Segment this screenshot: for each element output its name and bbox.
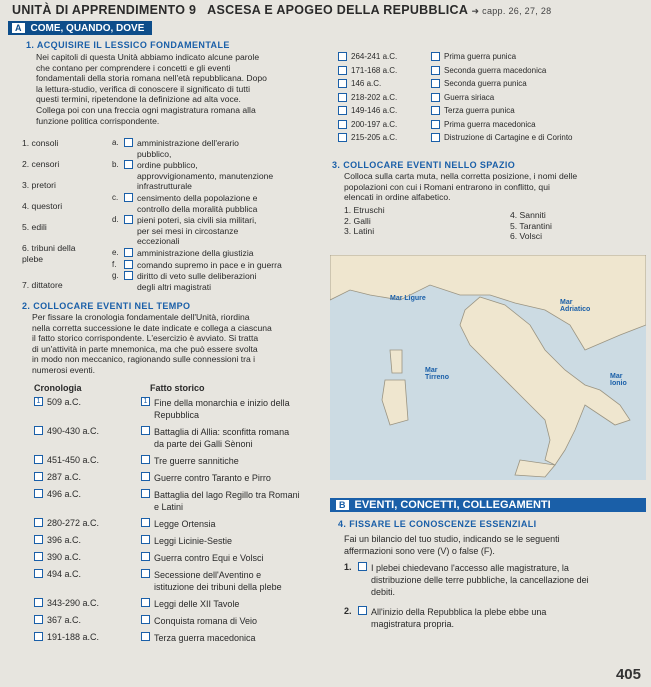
intro-line: il fatto storico corrispondente. L'esercizio è avviato. Si tratta [32, 333, 259, 344]
section-b-banner [330, 498, 646, 512]
tf-text [371, 606, 546, 630]
fact-line: Conquista romana di Veio [154, 616, 258, 626]
chapters-ref: ➜ capp. 26, 27, 28 [471, 6, 552, 16]
war-event: Seconda guerra punica [444, 79, 527, 88]
tf-line: All'inizio della Repubblica la plebe ebbe una [371, 607, 547, 617]
fact-line: Battaglia di Allia: sconfitta romana [154, 427, 290, 437]
checkbox[interactable] [338, 52, 347, 61]
checkbox[interactable] [34, 535, 43, 544]
fact-line: da parte dei Galli Sènoni [154, 439, 253, 449]
magistratura-term: 1. consoli [22, 138, 59, 148]
intro-line: elencati in ordine alfabetico. [344, 192, 451, 203]
col-facts-header: Fatto storico [150, 383, 205, 393]
checkbox[interactable] [358, 606, 367, 615]
fact-line: istituzione dei tribuni della plebe [154, 582, 282, 592]
chronology-row [34, 455, 239, 467]
ex3-title: 3. COLLOCARE EVENTI NELLO SPAZIO [332, 160, 516, 170]
checkbox[interactable] [431, 106, 440, 115]
function-letter: f. [112, 259, 117, 269]
intro-line: popolazioni con cui i Romani entrarono in conflitto, qui [344, 181, 550, 192]
chronology-fact [154, 426, 289, 450]
intro-line: Collega poi con una freccia ogni magistratura romana alla [36, 104, 256, 115]
intro-line: numerosi eventi. [32, 364, 96, 375]
function-text [137, 160, 273, 192]
function-letter: b. [112, 160, 119, 170]
checkbox[interactable] [141, 598, 150, 607]
ex2-intro [32, 312, 330, 376]
war-date: 200-197 a.C. [351, 119, 398, 129]
war-event: Guerra siriaca [444, 92, 495, 102]
war-row [338, 133, 573, 142]
chronology-fact [154, 535, 232, 547]
magistratura-term: 4. questori [22, 201, 63, 211]
function-letter: a. [112, 138, 119, 147]
intro-line: Per fissare la cronologia fondamentale dell'Unità, riordina [32, 312, 250, 322]
checkbox[interactable] [124, 138, 133, 147]
section-b-title: EVENTI, CONCETTI, COLLEGAMENTI [354, 499, 551, 511]
function-line: diritto di veto sulle deliberazioni [137, 271, 257, 282]
war-row [338, 52, 516, 61]
war-event: Prima guerra macedonica [444, 119, 536, 129]
checkbox[interactable] [141, 632, 150, 641]
checkbox[interactable] [34, 632, 43, 641]
checkbox[interactable] [34, 472, 43, 481]
checkbox[interactable] [124, 193, 133, 202]
function-line: amministrazione dell'erario [137, 138, 239, 148]
tf-line: debiti. [371, 587, 396, 597]
chronology-fact [154, 598, 239, 610]
intro-line: di un'attività in parte mnemonica, ma che può essere svolta [32, 343, 258, 354]
chronology-row [34, 615, 257, 627]
tf-text [371, 562, 589, 598]
fact-line: Secessione dell'Aventino e [154, 570, 262, 580]
war-row [338, 120, 536, 129]
people-item: 3. Latini [344, 226, 375, 237]
checkbox[interactable] [431, 66, 440, 75]
function-line: approvvigionamento, manutenzione [137, 170, 274, 181]
function-letter: e. [112, 248, 119, 257]
people-item: 1. Etruschi [344, 205, 385, 215]
chronology-row [34, 426, 289, 450]
chronology-row [34, 489, 300, 513]
function-line: degli altri magistrati [137, 281, 212, 292]
checkbox[interactable] [141, 426, 150, 435]
page-number: 405 [615, 666, 641, 683]
fact-line: Terza guerra macedonica [154, 633, 256, 643]
function-text [137, 260, 282, 271]
checkbox[interactable] [141, 472, 150, 481]
checkbox[interactable] [338, 66, 347, 75]
chronology-row [34, 569, 282, 593]
magistratura-term: 2. censori [22, 159, 60, 169]
function-item [112, 160, 273, 192]
section-a-banner [8, 21, 152, 35]
chronology-row [34, 552, 264, 564]
checkbox[interactable] [141, 455, 150, 464]
intro-line: funzione politica corrispondente. [36, 115, 160, 126]
function-text [137, 215, 256, 247]
checkbox[interactable] [431, 52, 440, 61]
checkbox[interactable] [338, 106, 347, 115]
war-event: Prima guerra punica [444, 52, 517, 61]
function-line: infrastrutturale [137, 181, 192, 192]
war-date: 149-146 a.C. [351, 106, 398, 115]
magistratura-term: 6. tribuni della plebe [22, 243, 76, 264]
function-text [137, 193, 257, 214]
col-dates-header: Cronologia [34, 383, 82, 393]
tf-number: 2. [344, 606, 352, 616]
chronology-fact [154, 489, 300, 513]
checkbox[interactable] [141, 552, 150, 561]
war-date: 264-241 a.C. [351, 52, 398, 61]
fact-line: Leggi Licinie-Sestie [154, 536, 233, 546]
fact-line: Battaglia del lago Regillo tra Romani [154, 490, 300, 500]
ex4-title: 4. FISSARE LE CONOSCENZE ESSENZIALI [338, 519, 537, 529]
function-line: controllo della moralità pubblica [137, 203, 258, 214]
sea-label: Mar Ionio [610, 373, 627, 387]
checkbox[interactable] [141, 615, 150, 624]
checkbox[interactable] [34, 615, 43, 624]
intro-line: che contano per comprendere i concetti e gli eventi [36, 62, 231, 73]
checkbox[interactable] [358, 562, 367, 571]
checkbox[interactable] [124, 271, 133, 280]
tf-item [344, 606, 546, 630]
fact-line: Leggi delle XII Tavole [154, 599, 240, 609]
checkbox[interactable] [431, 79, 440, 88]
chronology-date: 191-188 a.C. [47, 632, 100, 642]
intro-line: nella corretta successione le date indicate e collega a ciascuna [32, 322, 272, 333]
checkbox[interactable] [338, 133, 347, 142]
checkbox[interactable] [34, 598, 43, 607]
function-item [112, 193, 257, 214]
checkbox[interactable] [338, 93, 347, 102]
checkbox[interactable] [34, 426, 43, 435]
tf-item [344, 562, 589, 598]
chronology-date: 280-272 a.C. [47, 518, 100, 528]
intro-line: Nei capitoli di questa Unità abbiamo indicato alcune parole [36, 52, 260, 62]
people-item: 6. Volsci [510, 231, 543, 242]
intro-line: Colloca sulla carta muta, nella corretta posizione, i nomi delle [344, 171, 578, 181]
war-row [338, 106, 515, 115]
chronology-date: 343-290 a.C. [47, 598, 100, 608]
chronology-date: 494 a.C. [47, 569, 82, 579]
checkbox[interactable] [431, 133, 440, 142]
checkbox[interactable] [124, 248, 133, 257]
checkbox[interactable] [34, 552, 43, 561]
tf-line: I plebei chiedevano l'accesso alle magistrature, la [371, 563, 569, 573]
unit-header [12, 3, 552, 17]
unit-label: UNITÀ DI APPRENDIMENTO 9 [12, 3, 197, 17]
checkbox[interactable] [338, 120, 347, 129]
chronology-row [34, 632, 256, 644]
function-line: ordine pubblico, [137, 160, 198, 171]
checkbox[interactable] [34, 455, 43, 464]
chronology-row [34, 535, 232, 547]
italy-map-svg [330, 255, 646, 480]
function-text [137, 248, 254, 259]
fact-line: Guerre contro Taranto e Pirro [154, 473, 271, 483]
magistratura-term: 3. pretori [22, 180, 56, 190]
function-line: per sei mesi in circostanze [137, 225, 239, 236]
function-line: censimento della popolazione e [137, 193, 258, 203]
function-item [112, 138, 239, 159]
intro-line: la lettura-studio, verifica di conoscere il significato di tutti [36, 83, 250, 94]
peoples-col1 [344, 205, 385, 237]
function-letter: d. [112, 215, 119, 225]
function-line: amministrazione della giustizia [137, 248, 254, 258]
function-letter: g. [112, 271, 119, 281]
checkbox[interactable] [124, 215, 133, 224]
chronology-fact [154, 632, 256, 644]
checkbox[interactable] [431, 120, 440, 129]
checkbox[interactable]: 1 [141, 397, 150, 406]
fact-line: Tre guerre sannitiche [154, 456, 239, 466]
war-row [338, 79, 527, 88]
ex1-title: 1. ACQUISIRE IL LESSICO FONDAMENTALE [26, 40, 230, 50]
section-b-letter: B [336, 500, 349, 510]
checkbox[interactable] [124, 260, 133, 269]
chronology-row [34, 472, 271, 484]
war-date: 146 a.C. [351, 79, 382, 88]
function-line: comando supremo in pace e in guerra [137, 259, 282, 270]
war-date: 215-205 a.C. [351, 133, 398, 142]
chronology-date: 451-450 a.C. [47, 455, 100, 465]
chronology-fact [154, 518, 216, 530]
tf-number: 1. [344, 562, 352, 572]
ex2-title: 2. COLLOCARE EVENTI NEL TEMPO [22, 301, 191, 311]
people-item: 5. Tarantini [510, 220, 552, 231]
peoples-col2 [510, 210, 552, 242]
magistratura-term: 7. dittatore [22, 280, 63, 290]
chronology-fact [154, 397, 290, 421]
function-text [137, 138, 239, 159]
war-row [338, 66, 546, 75]
war-date: 171-168 a.C. [351, 65, 398, 75]
chronology-fact [154, 569, 282, 593]
checkbox[interactable] [141, 518, 150, 527]
checkbox[interactable] [431, 93, 440, 102]
sea-label: Mar Ligure [390, 295, 426, 302]
function-line: eccezionali [137, 236, 180, 247]
checkbox[interactable] [124, 160, 133, 169]
function-item [112, 248, 254, 259]
checkbox[interactable] [141, 535, 150, 544]
war-date: 218-202 a.C. [351, 92, 398, 102]
function-letter: c. [112, 193, 119, 202]
fact-line: Legge Ortensia [154, 519, 216, 529]
function-line: pieni poteri, sia civili sia militari, [137, 215, 257, 226]
checkbox[interactable] [34, 518, 43, 527]
ex4-intro [344, 533, 644, 557]
function-item [112, 215, 256, 247]
intro-line: in modo non meccanico, ragionando sulle connessioni tra i [32, 354, 256, 365]
chronology-row [34, 518, 216, 530]
intro-line: fondamentali della storia romana nell'età repubblicana. Dopo [36, 73, 267, 84]
function-item [112, 271, 256, 292]
ex3-intro [344, 171, 644, 203]
sea-label: Mar Tirreno [425, 367, 449, 381]
intro-line: questi termini, ripetendone la definizione ad alta voce. [36, 94, 241, 105]
fact-line: Repubblica [154, 410, 200, 420]
chronology-date: 287 a.C. [47, 472, 82, 482]
intro-line: Fai un bilancio del tuo studio, indicando se le seguenti [344, 534, 560, 544]
magistratura-term: 5. edili [22, 222, 47, 232]
tf-line: distribuzione delle terre pubbliche, la cancellazione dei [371, 575, 589, 585]
chronology-row [34, 598, 239, 610]
tf-line: magistratura propria. [371, 619, 455, 629]
unit-title: ASCESA E APOGEO DELLA REPUBBLICA [207, 3, 468, 17]
checkbox[interactable] [141, 569, 150, 578]
chronology-date: 496 a.C. [47, 489, 82, 499]
function-line: pubblico, [137, 148, 172, 159]
fact-line: Fine della monarchia e inizio della [154, 398, 290, 408]
sea-label: Mar Adriatico [560, 299, 591, 313]
people-item: 4. Sanniti [510, 210, 546, 220]
chronology-date: 396 a.C. [47, 535, 82, 545]
war-event: Distruzione di Cartagine e di Corinto [444, 133, 573, 142]
intro-line: affermazioni sono vere (V) o false (F). [344, 546, 495, 556]
ex1-intro [36, 52, 326, 126]
checkbox[interactable] [34, 489, 43, 498]
chronology-date: 509 a.C. [47, 397, 82, 407]
fact-line: Guerra contro Equi e Volsci [154, 553, 264, 563]
checkbox[interactable]: 1 [34, 397, 43, 406]
chronology-fact [154, 615, 257, 627]
section-a-title: COME, QUANDO, DOVE [30, 22, 145, 34]
chronology-fact [154, 552, 264, 564]
chronology-date: 490-430 a.C. [47, 426, 100, 436]
function-text [137, 271, 256, 292]
blank-map-italy [330, 255, 646, 480]
section-a-letter: A [12, 23, 25, 33]
war-event: Terza guerra punica [444, 106, 515, 115]
chronology-date: 390 a.C. [47, 552, 82, 562]
chronology-date: 367 a.C. [47, 615, 82, 625]
fact-line: e Latini [154, 502, 184, 512]
war-row [338, 93, 494, 102]
checkbox[interactable] [338, 79, 347, 88]
chronology-fact [154, 455, 239, 467]
war-event: Seconda guerra macedonica [444, 65, 547, 75]
checkbox[interactable] [141, 489, 150, 498]
chronology-row [34, 397, 290, 421]
checkbox[interactable] [34, 569, 43, 578]
chronology-fact [154, 472, 271, 484]
people-item: 2. Galli [344, 215, 371, 226]
function-item [112, 260, 282, 271]
